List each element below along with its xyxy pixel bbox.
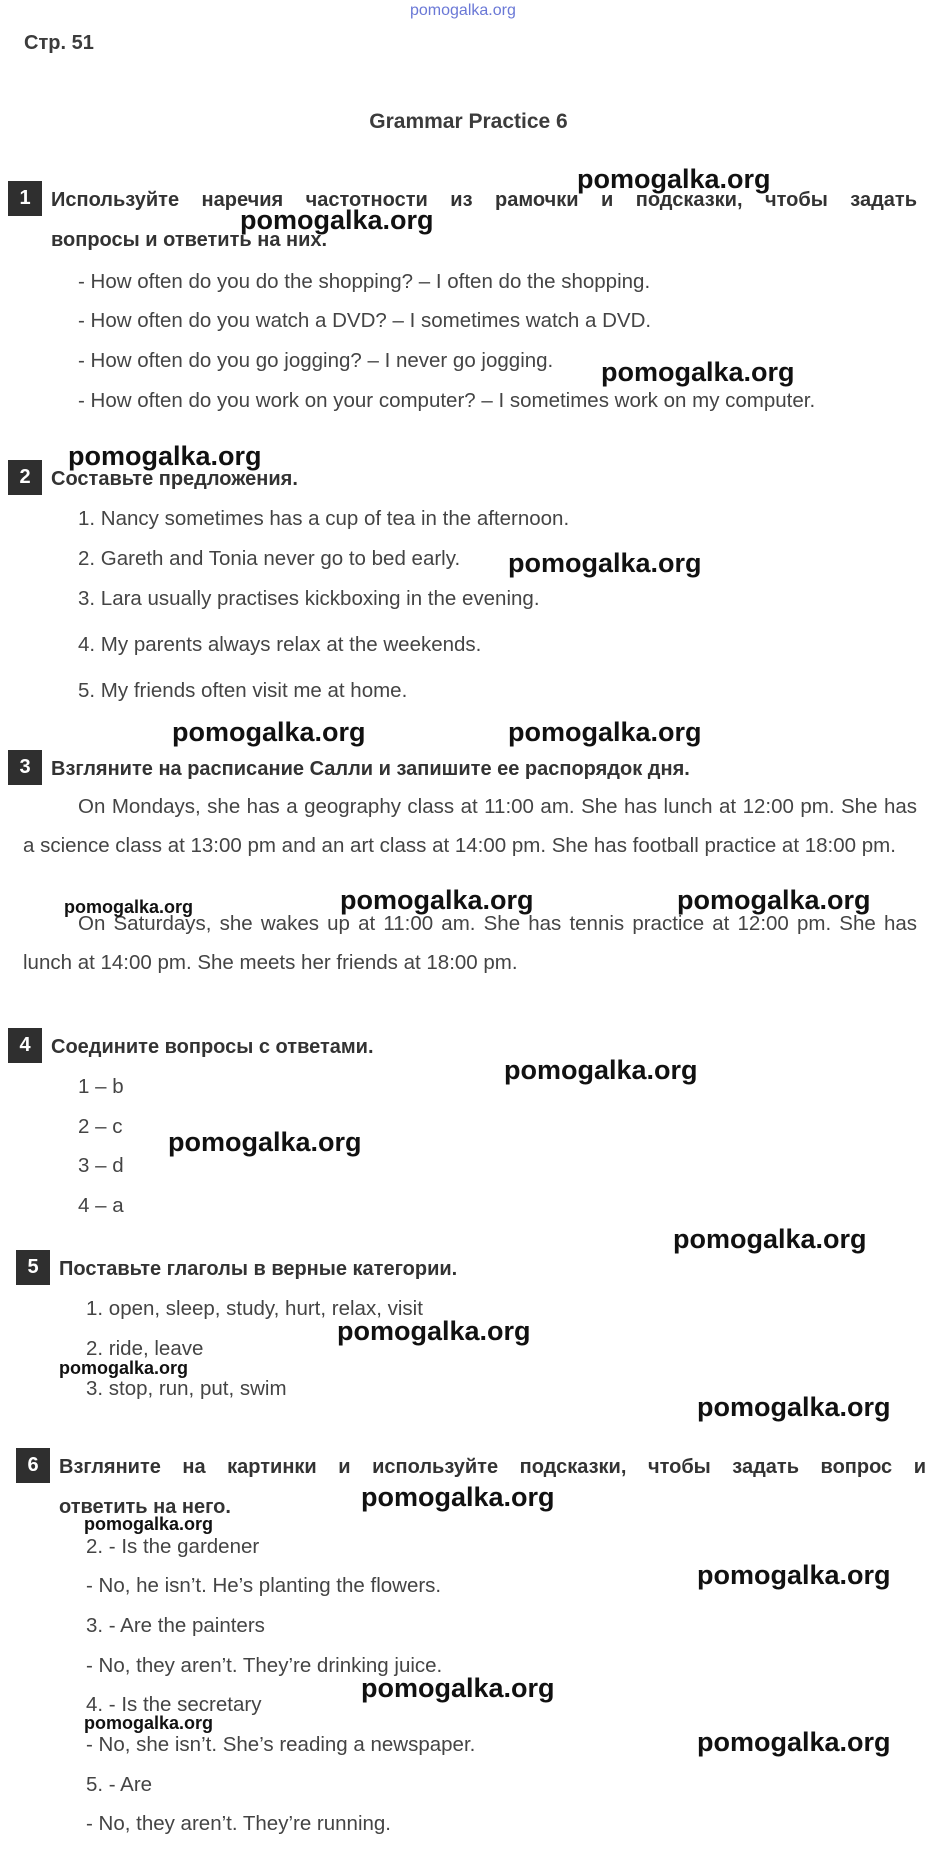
watermark: pomogalka.org [361,1482,555,1512]
answer-line: 3. Lara usually practises kickboxing in the evening. [78,587,540,610]
answer-paragraph: On Mondays, she has a geography class at 11:00 am. She has lunch at 12:00 pm. She has a science class at 13:00 pm and an art class at 14:00 pm. She has football practice at 18:00 pm. [23,795,917,857]
exercise-heading: Соедините вопросы с ответами. [51,1036,374,1058]
watermark: pomogalka.org [697,1560,891,1590]
watermark: pomogalka.org [84,1514,214,1534]
answer-line: 2. - Is the gardener [86,1535,260,1558]
watermark: pomogalka.org [697,1392,891,1422]
answer-line: - No, she isn’t. She’s reading a newspaper. [86,1733,476,1756]
watermark: pomogalka.org [68,441,262,471]
page-title: Grammar Practice 6 [369,110,568,133]
watermark: pomogalka.org [172,717,366,747]
watermark: pomogalka.org [508,548,702,578]
answer-line: - No, they aren’t. They’re running. [86,1812,391,1835]
watermark: pomogalka.org [361,1673,555,1703]
exercise-number-badge: 5 [16,1250,50,1285]
answer-line: - No, he isn’t. He’s planting the flowers. [86,1574,442,1597]
watermark: pomogalka.org [337,1316,531,1346]
exercise-number-badge: 6 [16,1448,50,1483]
answer-line: 1. open, sleep, study, hurt, relax, visit [86,1297,423,1320]
watermark: pomogalka.org [677,885,871,915]
answer-line: 3. stop, run, put, swim [86,1377,287,1400]
exercise-number-badge: 1 [8,181,42,216]
top-watermark: pomogalka.org [410,2,516,19]
answer-line: 2 – c [78,1115,123,1138]
watermark: pomogalka.org [64,897,194,917]
watermark: pomogalka.org [168,1127,362,1157]
watermark: pomogalka.org [340,885,534,915]
answer-line: 1 – b [78,1075,124,1098]
answer-line: 1. Nancy sometimes has a cup of tea in the afternoon. [78,507,570,530]
answer-line: 2. Gareth and Tonia never go to bed early. [78,547,461,570]
watermark: pomogalka.org [697,1727,891,1757]
exercise-number-badge: 4 [8,1028,42,1063]
answer-line: - No, they aren’t. They’re drinking juice. [86,1654,443,1677]
exercise-heading: Взгляните на расписание Салли и запишите ее распорядок дня. [51,758,690,780]
answer-line: 2. ride, leave [86,1337,204,1360]
watermark: pomogalka.org [577,164,771,194]
exercise-heading: вопросы и ответить на них. [51,229,328,251]
answer-line: 4 – a [78,1194,124,1217]
page-label: Стр. 51 [24,32,94,54]
exercise-heading: ответить на него. [59,1496,231,1518]
watermark: pomogalka.org [240,205,434,235]
exercise-number-badge: 2 [8,460,42,495]
answer-line: 4. - Is the secretary [86,1693,262,1716]
answer-line: 3 – d [78,1154,124,1177]
answer-line: 4. My parents always relax at the weekends. [78,633,482,656]
answer-line: - How often do you watch a DVD? – I sometimes watch a DVD. [78,309,652,332]
exercise-number-badge: 3 [8,750,42,785]
watermark: pomogalka.org [504,1055,698,1085]
exercise-heading: Поставьте глаголы в верные категории. [59,1258,458,1280]
watermark: pomogalka.org [673,1224,867,1254]
exercise-heading: Используйте наречия частотности из рамочки и подсказки, чтобы задать [51,189,917,211]
answer-line: 5. My friends often visit me at home. [78,679,408,702]
answer-line: - How often do you work on your computer? – I sometimes work on my computer. [78,389,816,412]
watermark: pomogalka.org [84,1713,214,1733]
exercise-heading: Взгляните на картинки и используйте подсказки, чтобы задать вопрос и [59,1456,926,1478]
watermark: pomogalka.org [601,357,795,387]
exercise-heading: Составьте предложения. [51,468,298,490]
answer-line: - How often do you go jogging? – I never go jogging. [78,349,554,372]
answer-paragraph: On Saturdays, she wakes up at 11:00 am. She has tennis practice at 12:00 pm. She has lunch at 14:00 pm. She meets her friends at 18:00 pm. [23,912,917,974]
watermark: pomogalka.org [59,1358,189,1378]
answer-line: - How often do you do the shopping? – I often do the shopping. [78,270,651,293]
watermark: pomogalka.org [508,717,702,747]
answer-line: 5. - Are [86,1773,153,1796]
answer-line: 3. - Are the painters [86,1614,265,1637]
